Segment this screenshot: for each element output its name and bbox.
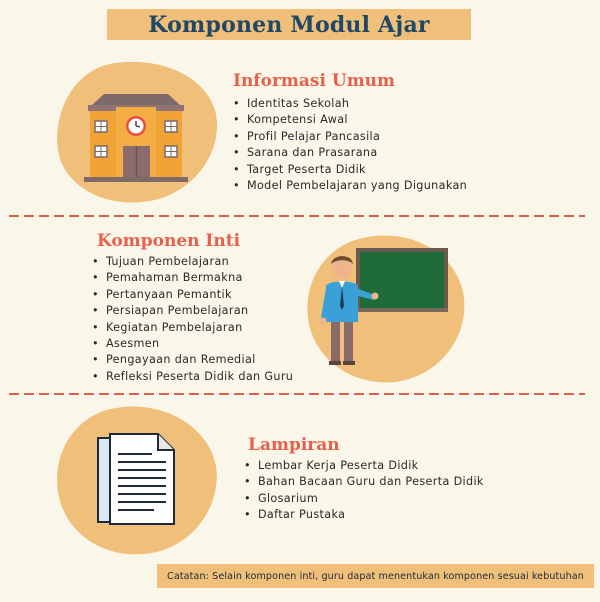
list-item: • Asesmen	[92, 336, 293, 352]
documents-icon	[94, 432, 178, 528]
teacher-at-board-icon	[312, 244, 452, 368]
list-item: • Bahan Bacaan Guru dan Peserta Didik	[244, 474, 484, 490]
list-item: • Kegiatan Pembelajaran	[92, 320, 293, 336]
list-item: • Identitas Sekolah	[233, 96, 467, 112]
list-item: • Glosarium	[244, 491, 484, 507]
list-item: • Pengayaan dan Remedial	[92, 352, 293, 368]
list-item: • Lembar Kerja Peserta Didik	[244, 458, 484, 474]
section-2-list	[92, 254, 293, 385]
page-title: Komponen Modul Ajar	[148, 11, 430, 38]
list-item: • Refleksi Peserta Didik dan Guru	[92, 369, 293, 385]
title-banner	[107, 9, 471, 40]
section-heading-lampiran: Lampiran	[248, 435, 340, 455]
section-divider	[9, 392, 585, 396]
list-item: • Pemahaman Bermakna	[92, 270, 293, 286]
footer-note: Catatan: Selain komponen inti, guru dapat menentukan komponen sesuai kebutuhan	[157, 564, 594, 588]
section-3-list	[244, 458, 484, 524]
list-item: • Profil Pelajar Pancasila	[233, 129, 467, 145]
list-item: • Kompetensi Awal	[233, 112, 467, 128]
list-item: • Persiapan Pembelajaran	[92, 303, 293, 319]
section-1-list	[233, 96, 467, 194]
school-building-icon	[82, 90, 190, 184]
list-item: • Sarana dan Prasarana	[233, 145, 467, 161]
list-item: • Target Peserta Didik	[233, 162, 467, 178]
list-item: • Pertanyaan Pemantik	[92, 287, 293, 303]
section-heading-informasi-umum: Informasi Umum	[233, 71, 396, 91]
list-item: • Model Pembelajaran yang Digunakan	[233, 178, 467, 194]
list-item: • Tujuan Pembelajaran	[92, 254, 293, 270]
section-heading-komponen-inti: Komponen Inti	[97, 231, 241, 251]
section-divider	[9, 214, 585, 218]
list-item: • Daftar Pustaka	[244, 507, 484, 523]
